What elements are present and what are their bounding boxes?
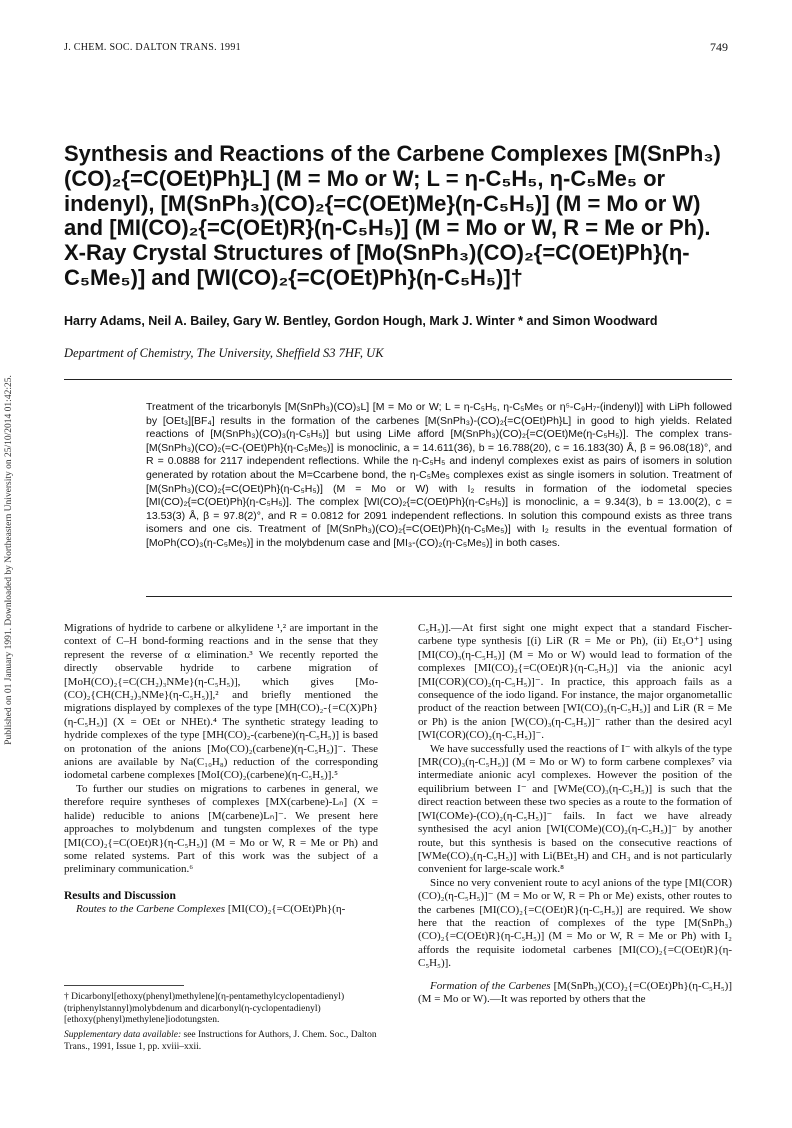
results-paragraph-1-text: [MI(CO)₂{=C(OEt)Ph}(η- — [225, 903, 346, 916]
body-paragraph-4-text: [M(SnPh₃)(CO)₂{=C(OEt)Ph}(η-C₅H₅)] (M = Mo or W).—It was reported by others that the — [418, 979, 732, 1005]
subsection-lead: Routes to the Carbene Complexes — [76, 903, 226, 916]
body-paragraph-1: C₅H₅)].—At first sight one might expect that a standard Fischer-carbene type synthesis [(i) LiR (R = Me or Ph), (ii) Et₃O⁺] using [MI(CO)₃(η-C₅H₅)] (M = Mo or W) would lead to formation of the complexes [MI(CO)₂{=C(OEt)R}(η-C₅H₅)] via the anionic acyl [MI(COR)(CO)₂(η-C₅H₅)]⁻. In practice, this approach fails as a consequence of the iodo ligand. For instance, the major organometallic product of the reaction between [WI(CO)₃(η-C₅H₅)] and LiR (R = Me or Ph) is the anion [W(CO)₃(η-C₅H₅)]⁻ rather than the desired acyl [WI(COR)(CO)₂(η-C₅H₅)]⁻. — [418, 622, 732, 742]
author-list: Harry Adams, Neil A. Bailey, Gary W. Bentley, Gordon Hough, Mark J. Winter * and Simon Woodward — [64, 314, 658, 328]
right-column — [418, 622, 732, 1006]
article-title: Synthesis and Reactions of the Carbene Complexes [M(SnPh₃)(CO)₂{=C(OEt)Ph}L] (M = Mo or W; L = η-C₅H₅, η-C₅Me₅ or indenyl), [M(SnPh₃)(CO)₂{=C(OEt)Me}(η-C₅H₅)] (M = Mo or W) and [MI(CO)₂{=C(OEt)R}(η-C₅H₅)] (M = Mo or W, R = Me or Ph). X-Ray Crystal Structures of [Mo(SnPh₃)(CO)₂{=C(OEt)Ph}(η-C₅Me₅)] and [WI(CO)₂{=C(OEt)Ph}(η-C₅H₅)]† — [64, 141, 721, 290]
download-note — [2, 240, 16, 880]
footnote-dagger: † Dicarbonyl[ethoxy(phenyl)methylene](η-pentamethylcyclopentadienyl)(triphenylstannyl)molybdenum and dicarbonyl(η-cyclopentadienyl)[ethoxy(phenyl)methylene]iodotungsten. — [64, 992, 345, 1026]
download-note-text: Published on 01 January 1991. Downloaded by Northeastern University on 25/10/2014 01:42:25. — [4, 375, 14, 745]
abstract-divider — [146, 596, 732, 597]
intro-paragraph-2: To further our studies on migrations to carbenes in general, we therefore require syntheses of complexes [MX(carbene)-Lₙ] (X = halide) reducible to anions [M(carbene)Lₙ]⁻. We present here approaches to molybdenum and tungsten complexes of the type [MI(CO)₂{=C(OEt)R}(η-C₅H₅)] (M = Mo or W, R = Me or Ph) and some related systems. Part of this work was the subject of a preliminary communication.⁶ — [64, 782, 378, 876]
body-paragraph-4 — [418, 980, 732, 1007]
intro-paragraph-1: Migrations of hydride to carbene or alkylidene ¹,² are important in the context of C–H bond-forming reactions and in the sense that they represent the reverse of α elimination.³ We recently reported the directly observable hydride to carbene migration of [MoH(CO)₂{=C(CH₂)₃NMe}(η-C₅H₅)], which gives [Mo-(CO)₂{CH(CH₂)₃NMe}(η-C₅H₅)],² and briefly mentioned the migrations displayed by complexes of the type [MH(CO)₂-{=C(X)Ph}(η-C₅H₅)] (X = OEt or NHEt).⁴ The synthetic strategy leading to hydride complexes of the type [MH(CO)₂-(carbene)(η-C₅H₅)] is based on protonation of the anions [Mo(CO)₂(carbene)(η-C₅H₅)]⁻. These anions are available by Na(C₁₀H₈) reduction of the corresponding iodometal carbene complexes [MoI(CO)₂(carbene)(η-C₅H₅)].⁵ — [64, 622, 378, 782]
subsection-lead-2: Formation of the Carbenes — [430, 979, 551, 992]
abstract: Treatment of the tricarbonyls [M(SnPh₃)(CO)₃L] [M = Mo or W; L = η-C₅H₅, η-C₅Me₅ or η⁵-C₉H₇-(indenyl)] with LiPh followed by [OEt₃][BF₄] results in the formation of the carbenes [M(SnPh₃)-(CO)₂{=C(OEt)Ph}L] in good to high yields. Related reactions of [M(SnPh₃)(CO)₃(η-C₅H₅)] but using LiMe afford [M(SnPh₃)(CO)₂{=C(OEt)Me(η-C₅H₅)]. The complex trans-[M(SnPh₃)(CO)₂(=C-(OEt)Ph}(η-C₅Me₅)] is monoclinic, a = 14.611(36), b = 16.788(20), c = 16.183(30) Å, β = 96.08(18)°, and R = 0.0888 for 2117 independent reflections. While the η-C₅H₅ and indenyl complexes exist as pairs of isomers in solution generated by rotation about the M=Ccarbene bond, the η-C₅Me₅ complexes exist as single isomers in solution. Treatment of [M(SnPh₃)(CO)₂{=C(OEt)Ph}(η-C₅H₅)] (M = Mo or W) with I₂ results in formation of the iodometal species [MI(CO)₂{=C(OEt)Ph}(η-C₅H₅)]. The complex [WI(CO)₂{=C(OEt)Ph}(η-C₅H₅)] is monoclinic, a = 9.34(3), b = 13.00(2), c = 13.53(3) Å, β = 97.8(2)°, and R = 0.0812 for 2091 independent reflections. In solution this compound exists as three trans isomers and one cis. Treatment of [M(SnPh₃)(CO)₂{=C(OEt)Ph}(η-C₅Me₅)] with I₂ results in the eventual formation of [MoPh(CO)₃(η-C₅Me₅)] in the molybdenum case and [MI₃-(CO)₂(η-C₅Me₅)] in both cases. — [146, 401, 732, 549]
journal-header: J. CHEM. SOC. DALTON TRANS. 1991 — [64, 42, 241, 53]
footnote-divider — [64, 985, 184, 986]
body-paragraph-3: Since no very convenient route to acyl anions of the type [MI(COR)(CO)₂(η-C₅H₅)]⁻ (M = Mo or W, R = Ph or Me) exists, other routes to the carbenes [MI(CO)₂{=C(OEt)R}(η-C₅H₅)] are required. We show here that the reaction of complexes of the type [M(SnPh₃)(CO)₂{=C(OEt)R}(η-C₅H₅)] (M = Mo or W, R = Me or Ph) with I₂ affords the requisite iodometal carbenes [MI(CO)₂{=C(OEt)R}(η-C₅H₅)]. — [418, 876, 732, 970]
section-heading: Results and Discussion — [64, 889, 176, 902]
footnote-supplementary-text: see Instructions for Authors, J. Chem. Soc., Dalton Trans., 1991, Issue 1, pp. xviii–xxii. — [64, 1030, 377, 1052]
affiliation: Department of Chemistry, The University, Sheffield S3 7HF, UK — [64, 346, 384, 360]
left-column — [64, 622, 378, 917]
footnote-supplementary-lead: Supplementary data available: — [64, 1030, 182, 1040]
body-paragraph-2: We have successfully used the reactions of I⁻ with alkyls of the type [MR(CO)₃(η-C₅H₅)] (M = Mo or W) to form carbene complexes⁷ via intermediate anionic acyl complexes. However the position of the equilibrium between I⁻ and [WMe(CO)₃(η-C₅H₅)] is such that the direct reaction between these two species as a route to the formation of [WI(COMe)-(CO)₂(η-C₅H₅)]⁻ fails. In fact we have already synthesised the acyl anion [WI(COMe)(CO)₂(η-C₅H₅)]⁻ by another route, but this synthesis is based on the consecutive reactions of [WMe(CO)₃(η-C₅H₅)] with Li(BEt₃H) and CH₃ and is not particularly convenient for large-scale work.⁸ — [418, 742, 732, 876]
footnote-supplementary — [64, 1030, 378, 1053]
header-divider — [64, 379, 732, 380]
page-number: 749 — [710, 40, 728, 54]
results-paragraph-1 — [64, 903, 378, 916]
